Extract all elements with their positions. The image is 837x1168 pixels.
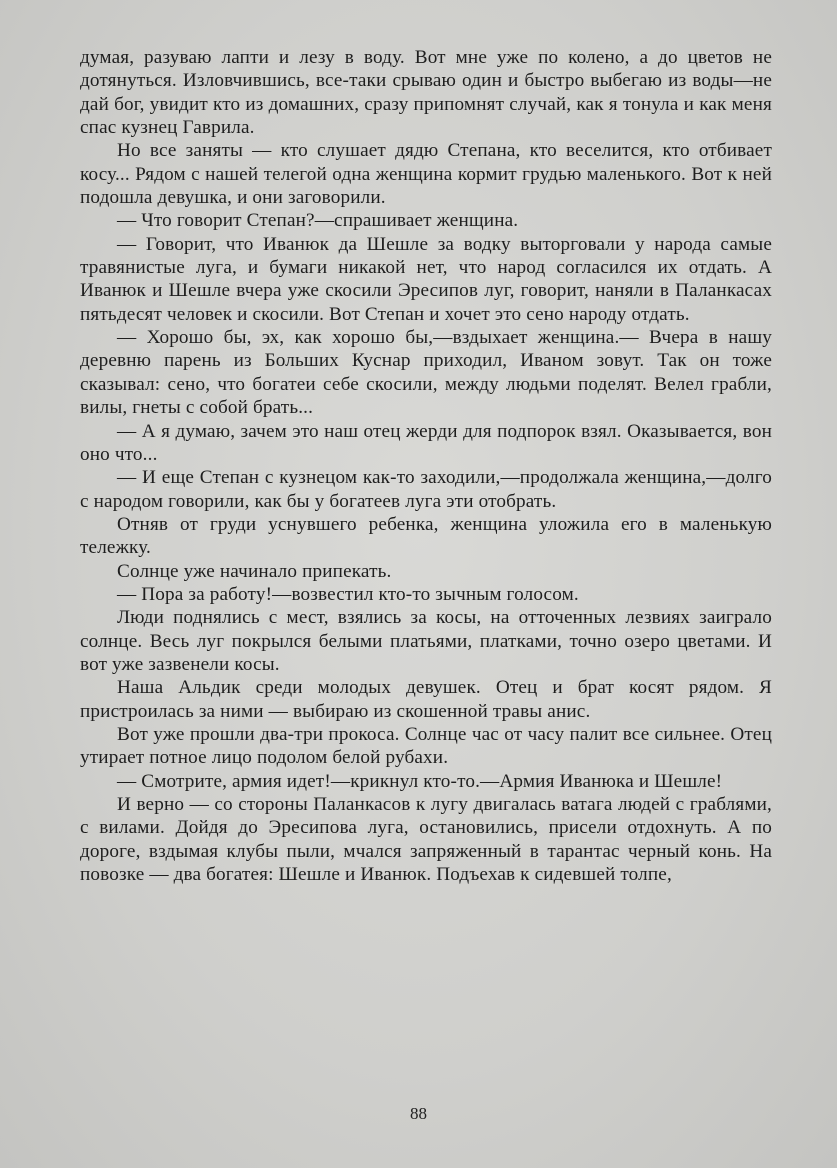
paragraph-dialogue: — И еще Степан с кузнецом как-то заходили,—продолжала женщина,—долго с народом говорили, как бы у богатеев луга эти отобрать. <box>80 467 772 512</box>
paragraph: Солнце уже начинало припекать. <box>117 560 392 582</box>
paragraph-dialogue: — Пора за работу!—возвестил кто-то зычным голосом. <box>117 583 579 605</box>
paragraph-dialogue: — Что говорит Степан?—спрашивает женщина. <box>117 210 519 232</box>
body-text <box>80 46 772 886</box>
page-number: 88 <box>410 1104 427 1123</box>
paragraph-dialogue: — А я думаю, зачем это наш отец жерди для подпорок взял. Оказывается, вон оно что... <box>80 420 772 465</box>
paragraph: Наша Альдик среди молодых девушек. Отец и брат косят рядом. Я пристроилась за ними — выбираю из скошенной травы анис. <box>80 677 772 722</box>
paragraph: Вот уже прошли два-три прокоса. Солнце час от часу палит все сильнее. Отец утирает потное лицо подолом белой рубахи. <box>80 723 772 769</box>
paragraph-dialogue: — Хорошо бы, эх, как хорошо бы,—вздыхает женщина.— Вчера в нашу деревню парень из Больших Куснар приходил, Иваном зовут. Так он тоже сказывал: сено, что богатеи себе скосили, между людьми поделят. Велел грабли, вилы, гнеты с собой брать... <box>80 327 772 419</box>
paragraph: Отняв от груди уснувшего ребенка, женщина уложила его в маленькую тележку. <box>80 513 772 559</box>
paragraph: Но все заняты — кто слушает дядю Степана, кто веселится, кто отбивает косу... Рядом с нашей телегой одна женщина кормит грудью маленького. Вот к ней подошла девушка, и они заговорили. <box>80 140 772 209</box>
paragraph-continuation: думая, разуваю лапти и лезу в воду. Вот мне уже по колено, а до цветов не дотянуться. Изловчившись, все-таки срываю один и быстро выбегаю из воды—не дай бог, увидит кто из домашних, сразу припомнят случай, как я тонула и как меня спас кузнец Гаврила. <box>80 47 772 139</box>
paragraph-dialogue: — Говорит, что Иванюк да Шешле за водку выторговали у народа самые травянистые луга, и бумаги никакой нет, что народ согласился их отдать. А Иванюк и Шешле вчера уже скосили Эресипов луг, говорит, наняли в Паланкасах пятьдесят человек и скосили. Вот Степан и хочет это сено народу отдать. <box>80 233 772 325</box>
paragraph: Люди поднялись с мест, взялись за косы, на отточенных лезвиях заиграло солнце. Весь луг покрылся белыми платьями, платками, точно озеро цветами. И вот уже зазвенели косы. <box>80 607 772 675</box>
paragraph-dialogue: — Смотрите, армия идет!—крикнул кто-то.—Армия Иванюка и Шешле! <box>117 770 723 792</box>
paragraph: И верно — со стороны Паланкасов к лугу двигалась ватага людей с граблями, с вилами. Дойдя до Эресипова луга, остановились, присели отдохнуть. А по дороге, вздымая клубы пыли, мчался запряженный в тарантас черный конь. На повозке — два богатея: Шешле и Иванюк. Подъехав к сидевшей толпе, <box>80 794 772 886</box>
